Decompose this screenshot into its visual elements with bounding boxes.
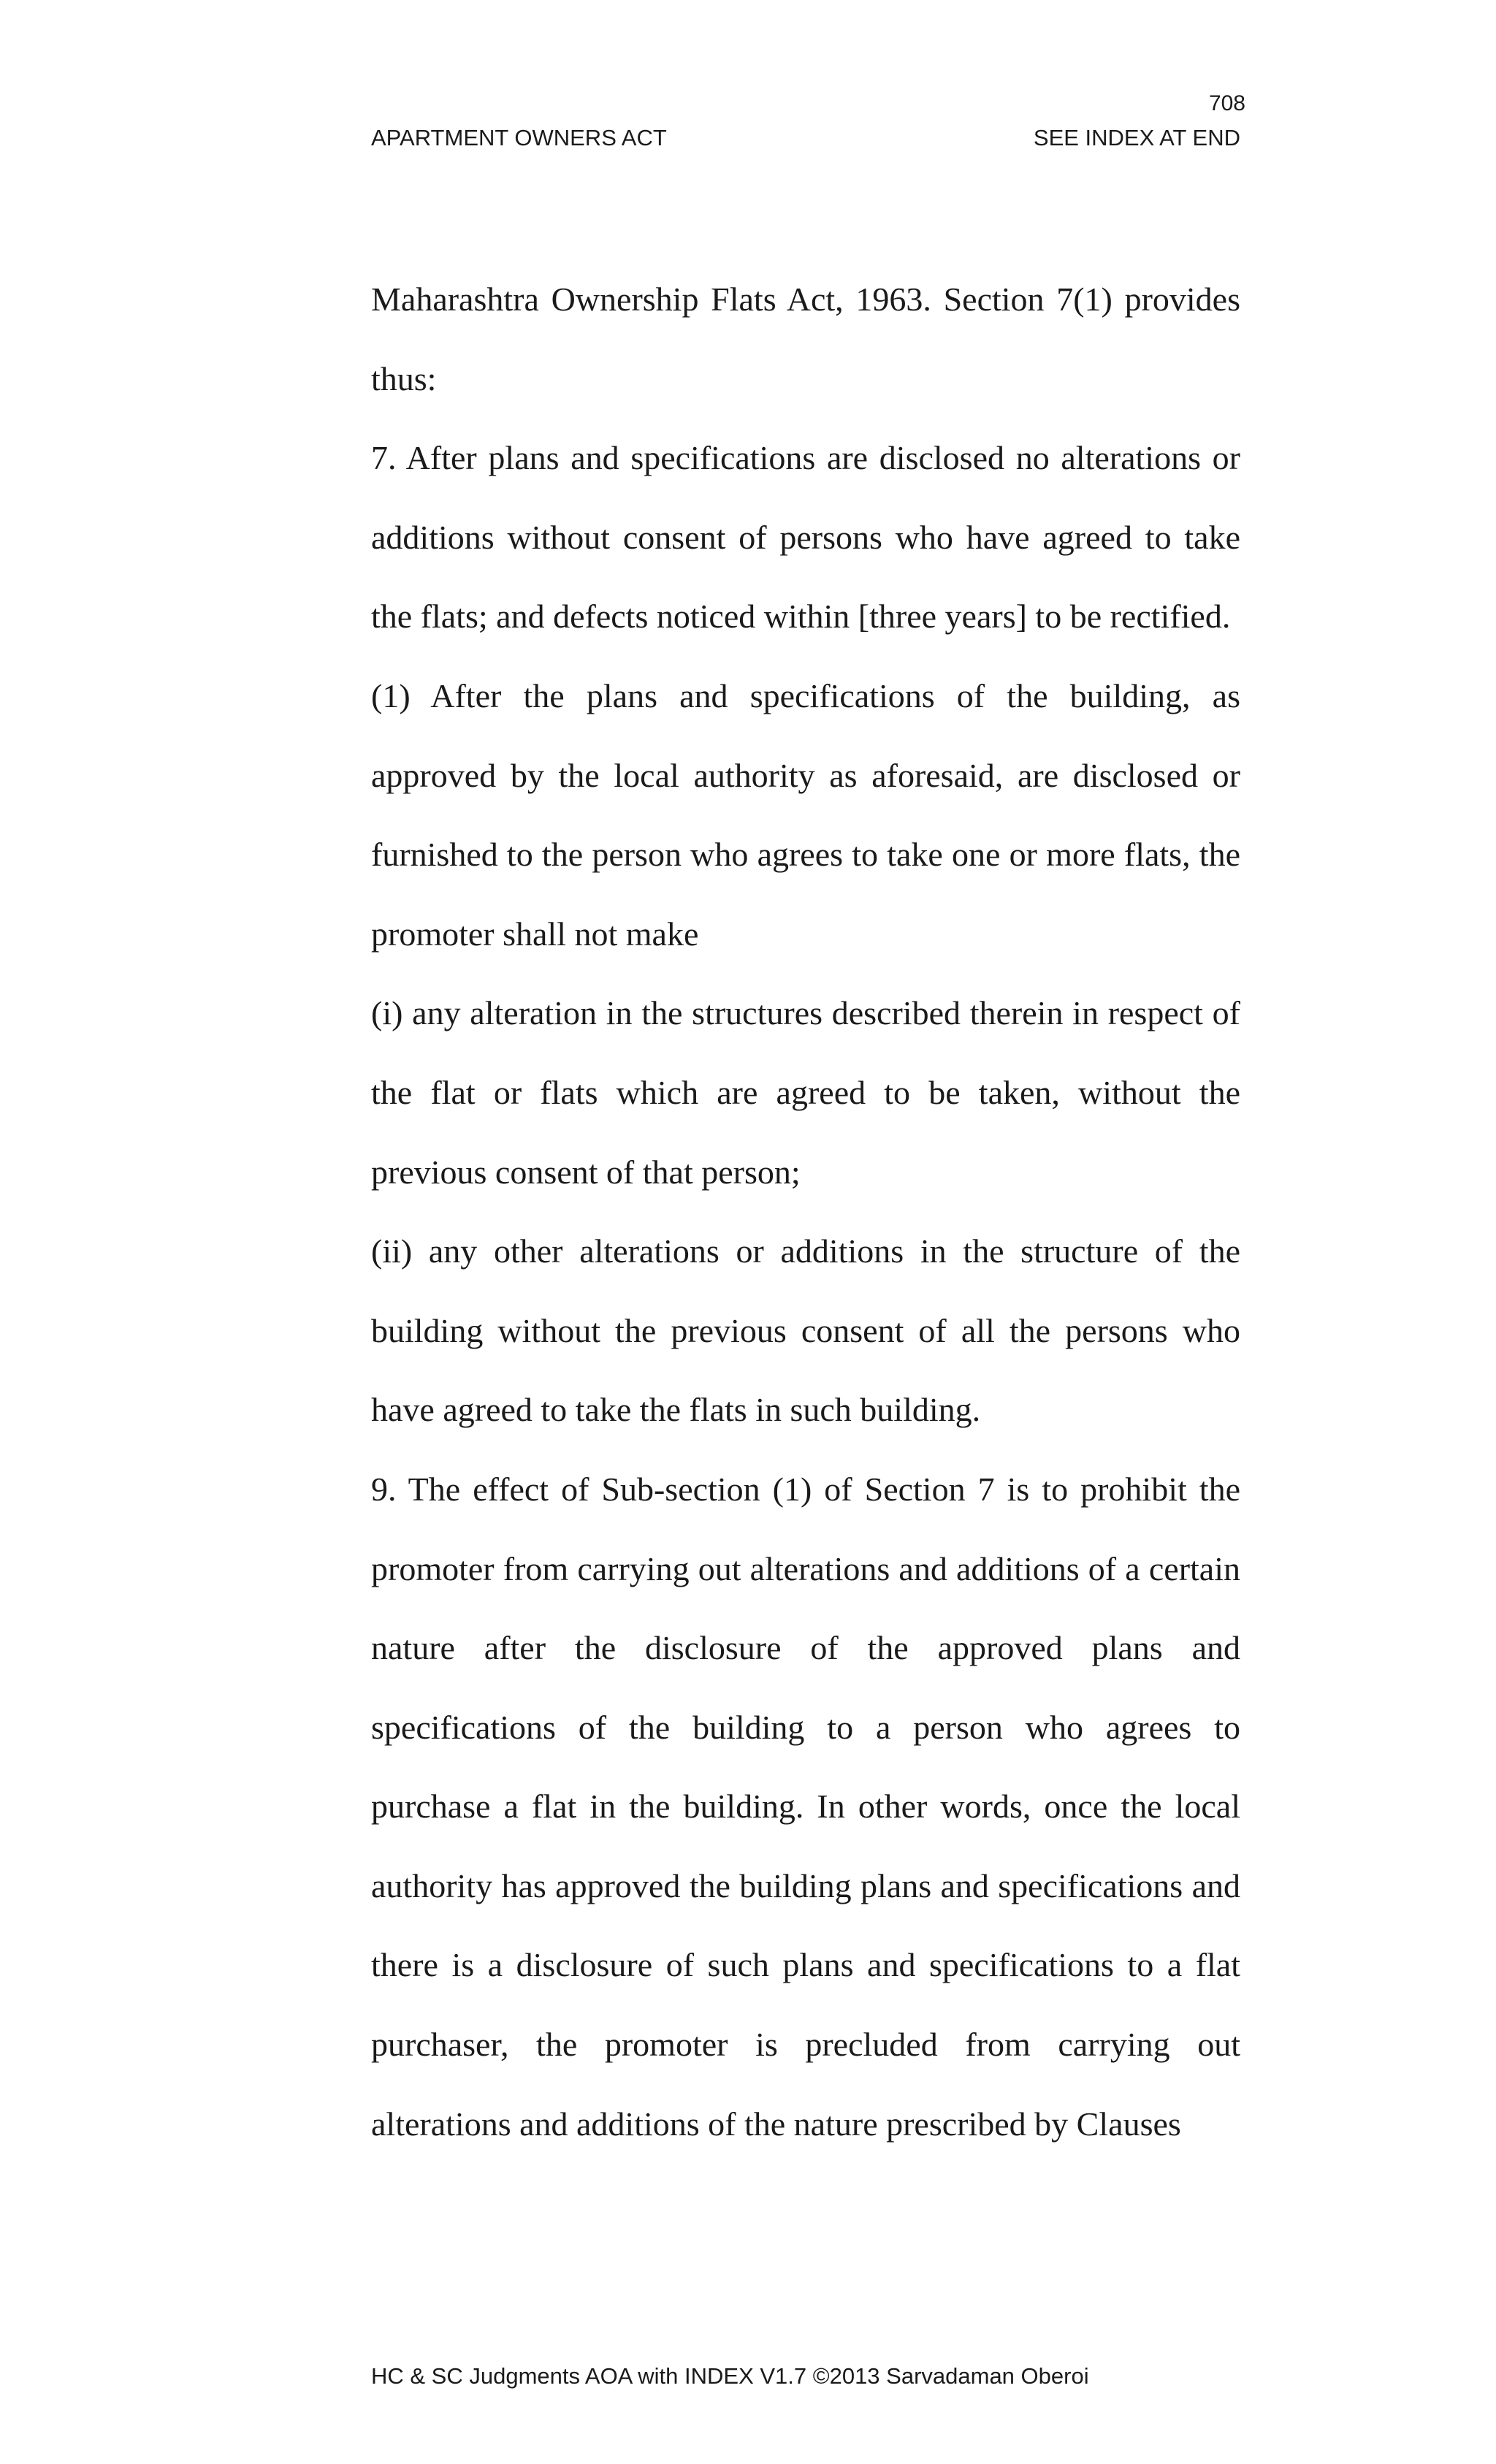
running-header [371, 123, 1240, 153]
paragraph-subsection-1: (1) After the plans and specifications of the building, as approved by the local authority as aforesaid, are disclosed or furnished to the person who agrees to take one or more flats, the promoter shall not make [371, 676, 1240, 953]
header-index-note: SEE INDEX AT END [1033, 125, 1240, 150]
page-footer: HC & SC Judgments AOA with INDEX V1.7 ©2013 Sarvadaman Oberoi [371, 2363, 1089, 2389]
paragraph-section-7-heading: 7. After plans and specifications are disclosed no alterations or additions without consent of persons who have agreed to take the flats; and defects noticed within [three years] to be rectified. [371, 439, 1240, 636]
paragraph-clause-i: (i) any alteration in the structures described therein in respect of the flat or flats which are agreed to be taken, without the previous consent of that person; [371, 994, 1240, 1191]
document-body [371, 260, 1240, 2164]
page-number: 708 [1208, 91, 1245, 115]
header-title: APARTMENT OWNERS ACT [371, 125, 667, 150]
paragraph-clause-ii: (ii) any other alterations or additions in the structure of the building without the previous consent of all the persons who have agreed to take the flats in such building. [371, 1232, 1240, 1429]
paragraph-intro: Maharashtra Ownership Flats Act, 1963. Section 7(1) provides thus: [371, 281, 1240, 397]
paragraph-9: 9. The effect of Sub-section (1) of Section 7 is to prohibit the promoter from carrying out alterations and additions of a certain nature after the disclosure of the approved plans and specifications of the building to a person who agrees to purchase a flat in the building. In other words, once the local authority has approved the building plans and specifications and there is a disclosure of such plans and specifications to a flat purchaser, the promoter is precluded from carrying out alterations and additions of the nature prescribed by Clauses [371, 1470, 1240, 2143]
